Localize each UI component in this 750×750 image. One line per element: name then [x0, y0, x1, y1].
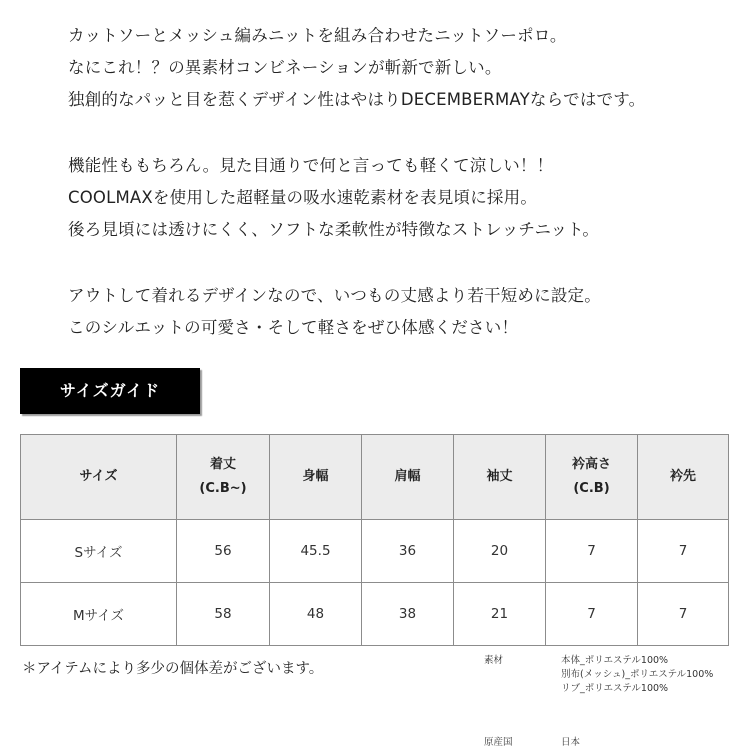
header-length	[177, 435, 270, 520]
size-guide-button[interactable]: サイズガイド	[20, 368, 200, 414]
header-sublabel: (C.B)	[573, 481, 610, 496]
header-label: 着丈	[209, 457, 236, 472]
header-shoulder-width	[362, 435, 454, 520]
description-line: 後ろ見頃には透けにくく、ソフトな柔軟性が特徴なストレッチニット。	[68, 220, 600, 239]
origin-label: 原産国	[484, 737, 513, 748]
table-row	[21, 520, 729, 583]
header-sublabel: (C.B~)	[199, 481, 247, 496]
description-line: 機能性ももちろん。見た目通りで何と言っても軽くて涼しい！！	[68, 156, 554, 175]
individual-difference-note: ＊アイテムにより多少の個体差がございます。	[22, 661, 324, 677]
product-description	[68, 20, 728, 344]
header-label: 身幅	[302, 469, 329, 484]
table-cell: 36	[362, 520, 454, 583]
description-line: COOLMAXを使用した超軽量の吸水速乾素材を表見頃に採用。	[68, 188, 538, 207]
description-line: カットソーとメッシュ編みニットを組み合わせたニットソーポロ。	[68, 26, 567, 45]
table-cell: Mサイズ	[21, 583, 177, 646]
table-cell: 7	[638, 520, 729, 583]
material-value: 本体_ポリエステル100%	[561, 655, 669, 666]
table-cell: 48	[270, 583, 362, 646]
table-cell: 7	[638, 583, 729, 646]
table-cell: 56	[177, 520, 270, 583]
header-label: サイズ	[79, 469, 118, 484]
header-label: 袖丈	[486, 469, 513, 484]
header-label: 衿先	[669, 469, 696, 484]
table-cell: 45.5	[270, 520, 362, 583]
material-value: 別布(メッシュ)_ポリエステル100%	[561, 669, 714, 680]
table-cell: 7	[546, 583, 638, 646]
table-header-row	[21, 435, 729, 520]
header-sleeve-length	[454, 435, 546, 520]
description-line: このシルエットの可愛さ・そして軽さをぜひ体感ください！	[68, 318, 519, 337]
description-line: 独創的なパッと目を惹くデザイン性はやはりDECEMBERMAYならではです。	[68, 90, 646, 109]
header-label: 肩幅	[394, 469, 421, 484]
size-table	[20, 434, 729, 646]
description-line: なにこれ！？の異素材コンビネーションが斬新で新しい。	[68, 58, 502, 77]
table-cell: 38	[362, 583, 454, 646]
header-label: 衿高さ	[571, 457, 611, 472]
header-collar-point	[638, 435, 729, 520]
material-label: 素材	[484, 655, 504, 666]
header-size	[21, 435, 177, 520]
table-cell: Sサイズ	[21, 520, 177, 583]
origin-value: 日本	[561, 737, 581, 748]
material-values	[561, 654, 713, 696]
description-line: アウトして着れるデザインなので、いつもの丈感より若干短めに設定。	[68, 286, 601, 305]
table-row	[21, 583, 729, 646]
table-cell: 58	[177, 583, 270, 646]
header-collar-height	[546, 435, 638, 520]
header-chest-width	[270, 435, 362, 520]
description-paragraph	[68, 20, 728, 116]
table-cell: 7	[546, 520, 638, 583]
description-paragraph	[68, 280, 728, 344]
table-cell: 20	[454, 520, 546, 583]
table-cell: 21	[454, 583, 546, 646]
material-value: リブ_ポリエステル100%	[561, 683, 669, 694]
description-paragraph	[68, 150, 728, 246]
